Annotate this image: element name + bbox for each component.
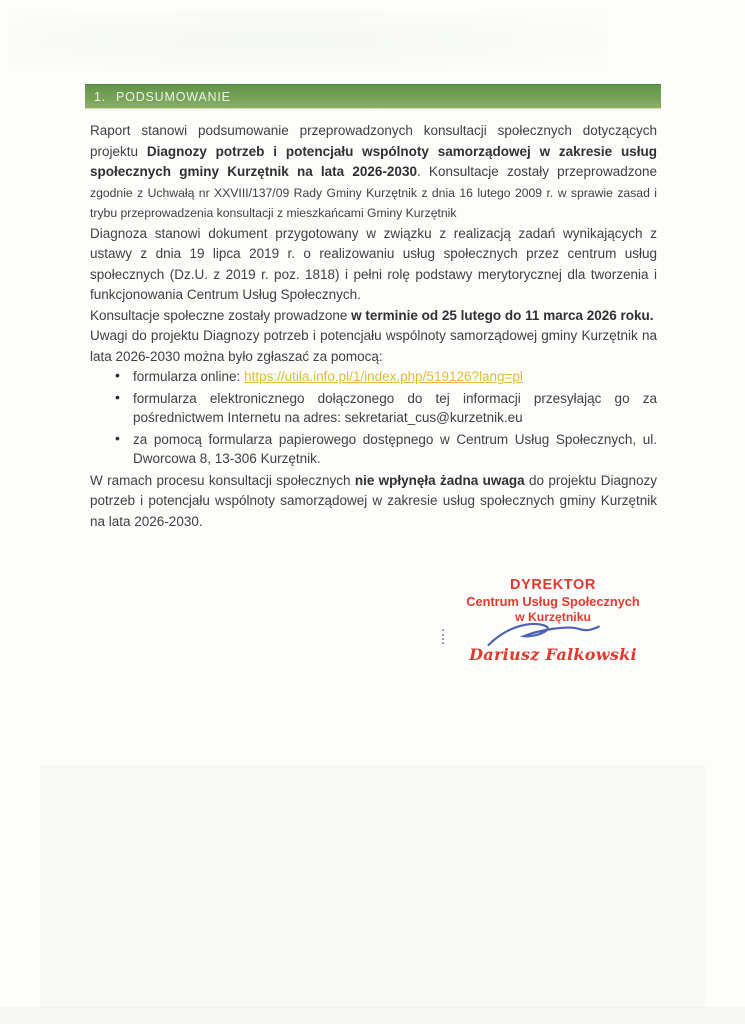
scan-artifact [0, 1007, 745, 1024]
scan-artifact [8, 10, 608, 72]
text-segment: Raport stanowi podsumowanie przeprowadzonych konsultacji społecznych dotyczących projektu [90, 123, 657, 159]
text-segment: W ramach procesu konsultacji społecznych [90, 472, 355, 488]
list-item-paper-form [115, 430, 657, 469]
stamp-dots-mark [442, 629, 444, 644]
text-segment: formularza online: [133, 369, 245, 384]
section-heading: PODSUMOWANIE [116, 89, 231, 104]
signature-area [438, 624, 668, 666]
text-segment: Diagnozy potrzeb i potencjału wspólnoty samorządowej w zakresie usług społecznych gminy Kurzętnik na lata 2026-2030 [90, 143, 658, 179]
stamp-organization: Centrum Usług Społecznych [466, 593, 640, 609]
list-item-online-form [115, 367, 657, 387]
paragraph-diagnosis-basis: Diagnoza stanowi dokument przygotowany w związku z realizacją zadań wynikających z ustawy z dnia 19 lipca 2019 r. o realizowaniu usług społecznych przez centrum usług społecznych (Dz.U. z 2019 r. poz. 1818) i pełni rolę podstawy merytorycznej dla tworzenia i funkcjonowania Centrum Usług Społecznych. [90, 225, 657, 302]
stamp-place: w Kurzętniku [515, 610, 591, 625]
director-stamp [438, 577, 668, 666]
text-segment: w terminie od 25 lutego do 11 marca 2026 roku. [351, 307, 654, 323]
text-segment: Konsultacje społeczne zostały prowadzone [90, 307, 352, 323]
submission-methods-list [90, 367, 657, 469]
text-segment: do projektu Diagnozy potrzeb i potencjału wspólnoty samorządowej w zakresie usług społecznych gminy Kurzętnik na lata 2026-2030. [90, 472, 658, 529]
text-segment: . Konsultacje zostały przeprowadzone [416, 164, 657, 179]
section-heading-banner [85, 84, 661, 109]
paragraph-result [90, 471, 657, 533]
signature-name: Dariusz Falkowski [469, 645, 637, 665]
paragraph-consultation-period [90, 306, 657, 327]
section-number: 1. [94, 89, 107, 104]
text-segment: formularza elektronicznego dołączonego do tej informacji przesyłając go za pośrednictwem Internetu na adres: sekretariat_cus@kurzetnik.eu [133, 390, 657, 425]
list-item-electronic-form [115, 389, 657, 428]
text-segment: za pomocą formularza papierowego dostępnego w Centrum Usług Społecznych, ul. Dworcowa 8, 13-306 Kurzętnik. [133, 431, 657, 466]
online-form-link[interactable]: https://utila.info.pl/1/index.php/519126?lang=pl [244, 369, 523, 384]
paragraph-submission-intro: Uwagi do projektu Diagnozy potrzeb i potencjału wspólnoty samorządowej gminy Kurzętnik na lata 2026-2030 można było zgłaszać za pomocą: [90, 328, 657, 364]
text-segment: nie wpłynęła żadna uwaga [354, 472, 525, 488]
paragraph-intro [90, 121, 657, 224]
stamp-title: DYREKTOR [510, 577, 596, 593]
text-segment: zgodnie z Uchwałą nr XXVIII/137/09 Rady Gminy Kurzętnik z dnia 16 lutego 2009 r. w sprawie zasad i trybu przeprowadzenia konsultacji z mieszkańcami Gminy Kurzętnik [90, 185, 657, 220]
document-body [90, 121, 657, 532]
scan-artifact [40, 765, 705, 1008]
